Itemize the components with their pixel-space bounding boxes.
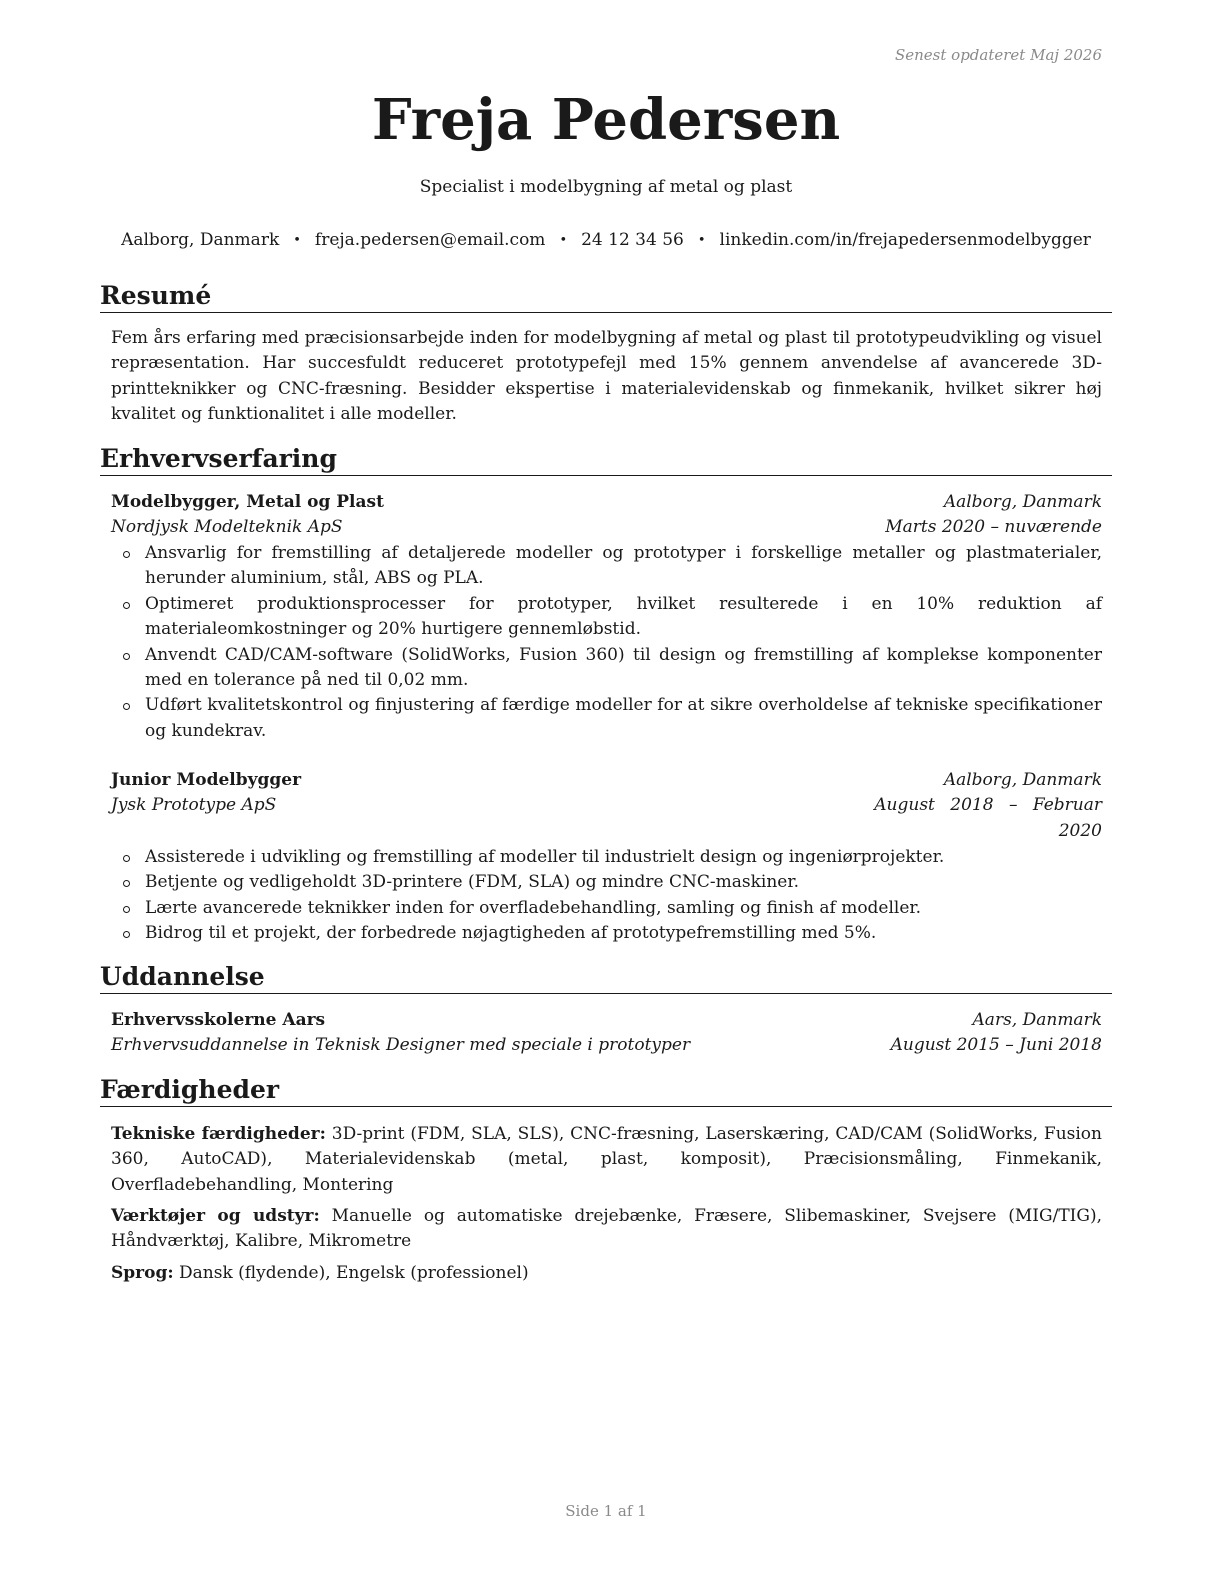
skill-value: Manuelle og automatiske drejebænke, Fræsere, Slibemaskiner, Svejsere (MIG/TIG), Håndværktøj, Kalibre, Mikrometre <box>111 1206 1103 1252</box>
job-role: Modelbygger, Metal og Plast <box>111 492 384 512</box>
job-dates: August 2018 – Februar <box>874 795 1102 816</box>
job-role: Junior Modelbygger <box>111 770 302 790</box>
list-item: Lærte avancerede teknikker inden for overfladebehandling, samling og finish af modeller. <box>111 896 1102 921</box>
contact-linkedin[interactable]: linkedin.com/in/frejapedersenmodelbygger <box>719 230 1091 250</box>
list-item: Anvendt CAD/CAM-software (SolidWorks, Fusion 360) til design og fremstilling af komplekse komponenter med en tolerance på ned til 0,02 mm. <box>111 643 1102 694</box>
skill-label: Sprog: <box>111 1263 174 1283</box>
job-company: Nordjysk Modelteknik ApS <box>111 517 343 538</box>
job-dates-continued: 2020 <box>1058 820 1102 841</box>
contact-line <box>100 228 1112 253</box>
separator-dot: • <box>559 233 568 248</box>
contact-phone: 24 12 34 56 <box>581 230 684 250</box>
list-item: Ansvarlig for fremstilling af detaljerede modeller og prototyper i forskellige metaller og plastmaterialer, herunder aluminium, stål, ABS og PLA. <box>111 541 1102 592</box>
contact-location: Aalborg, Danmark <box>121 230 280 250</box>
job-dates: Marts 2020 – nuværende <box>885 517 1102 538</box>
last-updated: Senest opdateret Maj 2026 <box>894 46 1102 64</box>
skill-group-tools <box>111 1204 1102 1255</box>
skill-group-technical <box>111 1122 1102 1198</box>
job-header <box>111 768 1102 844</box>
skill-group-languages <box>111 1261 1102 1286</box>
education-header <box>111 1008 1102 1059</box>
summary-text: Fem års erfaring med præcisionsarbejde inden for modelbygning af metal og plast til prototypeudvikling og visuel repræsentation. Har succesfuldt reduceret prototypefejl med 15% gennem anvendelse af avancerede 3D-printteknikker og CNC-fræsning. Besidder ekspertise i materialevidenskab og finmekanik, hvilket sikrer høj kvalitet og funktionalitet i alle modeller. <box>111 328 1102 425</box>
resume-page <box>100 0 1112 1584</box>
job-location: Aalborg, Danmark <box>943 492 1102 512</box>
job-location: Aalborg, Danmark <box>943 770 1102 790</box>
contact-email[interactable]: freja.pedersen@email.com <box>314 230 546 250</box>
education-dates: August 2015 – Juni 2018 <box>890 1035 1102 1056</box>
list-item: Assisterede i udvikling og fremstilling af modeller til industrielt design og ingeniørprojekter. <box>111 845 1102 870</box>
separator-dot: • <box>293 233 301 248</box>
education-location: Aars, Danmark <box>972 1010 1102 1030</box>
skill-value: 3D-print (FDM, SLA, SLS), CNC-fræsning, Laserskæring, CAD/CAM (SolidWorks, Fusion 360, AutoCAD), Materialevidenskab (metal, plast, komposit), Præcisionsmåling, Finmekanik, Overfladebehandling, Montering <box>111 1124 1102 1195</box>
job-company: Jysk Prototype ApS <box>111 795 277 816</box>
section-title-education: Uddannelse <box>100 962 1112 994</box>
skill-label: Værktøjer og udstyr: <box>111 1206 320 1226</box>
list-item: Optimeret produktionsprocesser for prototyper, hvilket resulterede i en 10% reduktion af materialeomkostninger og 20% hurtigere gennemløbstid. <box>111 592 1102 643</box>
skill-value: Dansk (flydende), Engelsk (professionel) <box>179 1263 529 1283</box>
job-bullets <box>111 541 1102 744</box>
job-bullets <box>111 845 1102 947</box>
page-number: Side 1 af 1 <box>565 1502 647 1520</box>
list-item: Udført kvalitetskontrol og finjustering af færdige modeller for at sikre overholdelse af tekniske specifikationer og kundekrav. <box>111 693 1102 744</box>
skill-label: Tekniske færdigheder: <box>111 1124 326 1144</box>
section-title-summary: Resumé <box>100 281 1112 313</box>
list-item: Bidrog til et projekt, der forbedrede nøjagtigheden af prototypefremstilling med 5%. <box>111 921 1102 946</box>
education-school: Erhvervsskolerne Aars <box>111 1010 326 1030</box>
tagline: Specialist i modelbygning af metal og plast <box>419 177 793 197</box>
section-title-skills: Færdigheder <box>100 1075 1112 1107</box>
candidate-name: Freja Pedersen <box>371 87 841 153</box>
job-header <box>111 490 1102 541</box>
list-item: Betjente og vedligeholdt 3D-printere (FDM, SLA) og mindre CNC-maskiner. <box>111 870 1102 895</box>
separator-dot: • <box>697 233 706 248</box>
education-degree: Erhvervsuddannelse in Teknisk Designer med speciale i prototyper <box>111 1035 691 1056</box>
section-title-experience: Erhvervserfaring <box>100 444 1112 476</box>
